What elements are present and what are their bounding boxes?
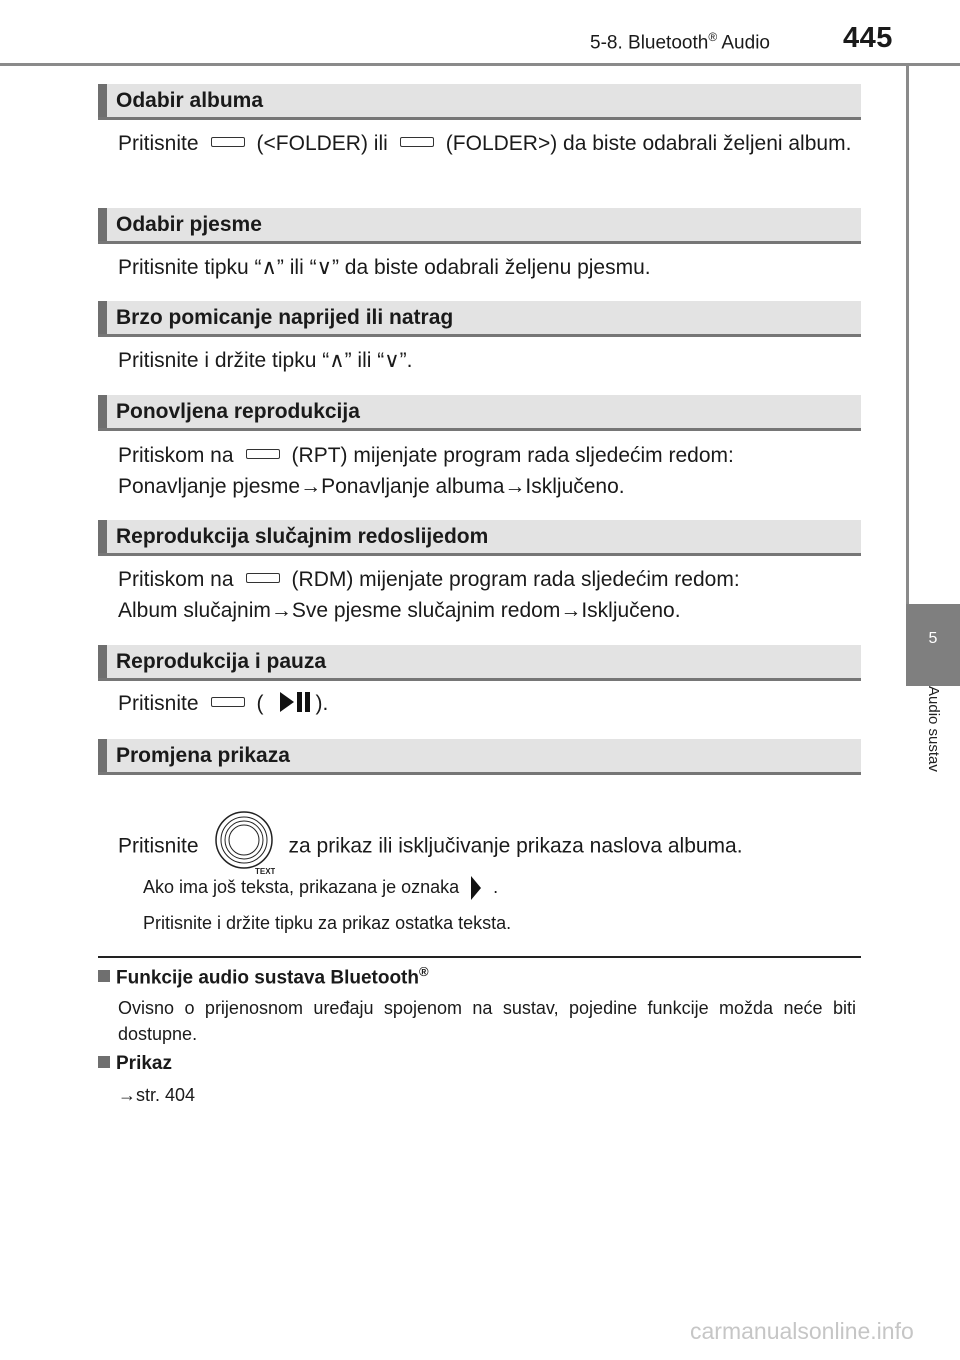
album-text: Pritisnite (<FOLDER) ili (FOLDER>) da biste odabrali željeni album. bbox=[118, 132, 852, 155]
section-divider bbox=[98, 956, 861, 958]
random-text-line2: Album slučajnim→Sve pjesme slučajnim redom→Isključeno. bbox=[118, 599, 681, 622]
play-pause-button-icon bbox=[211, 697, 245, 707]
heading-album: Odabir albuma bbox=[98, 84, 861, 120]
rpt-button-icon bbox=[246, 449, 280, 459]
footnote-display-ref: →str. 404 bbox=[118, 1085, 196, 1105]
svg-text:TEXT: TEXT bbox=[254, 867, 275, 875]
heading-repeat: Ponovljena reprodukcija bbox=[98, 395, 861, 431]
folder-up-button-icon bbox=[400, 137, 434, 147]
side-rule bbox=[906, 66, 909, 606]
more-text-arrow-icon bbox=[465, 874, 487, 902]
heading-display: Promjena prikaza bbox=[98, 739, 861, 775]
random-text-line1: Pritiskom na (RDM) mijenjate program rada sljedećim redom: bbox=[118, 568, 740, 591]
folder-down-button-icon bbox=[211, 137, 245, 147]
watermark: carmanualsonline.info bbox=[690, 1318, 914, 1344]
bullet-square-icon bbox=[98, 970, 110, 982]
track-text: Pritisnite tipku “∧” ili “∨” da biste odabrali željenu pjesmu. bbox=[118, 256, 651, 279]
chapter-label: Audio sustav bbox=[925, 686, 942, 772]
pause-text: Pritisnite ( ). bbox=[118, 688, 858, 719]
repeat-text-line1: Pritiskom na (RPT) mijenjate program rada sljedećim redom: bbox=[118, 444, 734, 467]
section-title: 5-8. Bluetooth® Audio bbox=[590, 30, 770, 54]
display-text: Pritisnite TEXT za prikaz ili isključivanje prikaza naslova albuma. bbox=[118, 815, 858, 879]
heading-seek: Brzo pomicanje naprijed ili natrag bbox=[98, 301, 861, 337]
heading-pause: Reprodukcija i pauza bbox=[98, 645, 861, 681]
rdm-button-icon bbox=[246, 573, 280, 583]
chapter-tab: 5 bbox=[906, 604, 960, 686]
heading-track: Odabir pjesme bbox=[98, 208, 861, 244]
display-note-2: Pritisnite i držite tipku za prikaz ostatka teksta. bbox=[143, 913, 512, 933]
seek-text: Pritisnite i držite tipku “∧” ili “∨”. bbox=[118, 349, 413, 372]
text-knob-icon bbox=[213, 811, 275, 875]
repeat-text-line2: Ponavljanje pjesme→Ponavljanje albuma→Isključeno. bbox=[118, 475, 625, 498]
display-note-1: Ako ima još teksta, prikazana je oznaka . bbox=[143, 874, 498, 902]
bullet-square-icon bbox=[98, 1056, 110, 1068]
heading-random: Reprodukcija slučajnim redoslijedom bbox=[98, 520, 861, 556]
header-rule bbox=[0, 63, 960, 66]
page-number: 445 bbox=[843, 22, 893, 54]
footnote-display-title: Prikaz bbox=[98, 1053, 172, 1075]
play-pause-icon bbox=[264, 689, 316, 715]
footnote-functions-title: Funkcije audio sustava Bluetooth® bbox=[98, 964, 429, 989]
footnote-functions-text: Ovisno o prijenosnom uređaju spojenom na sustav, pojedine funkcije možda neće biti dostupne. bbox=[118, 998, 856, 1044]
